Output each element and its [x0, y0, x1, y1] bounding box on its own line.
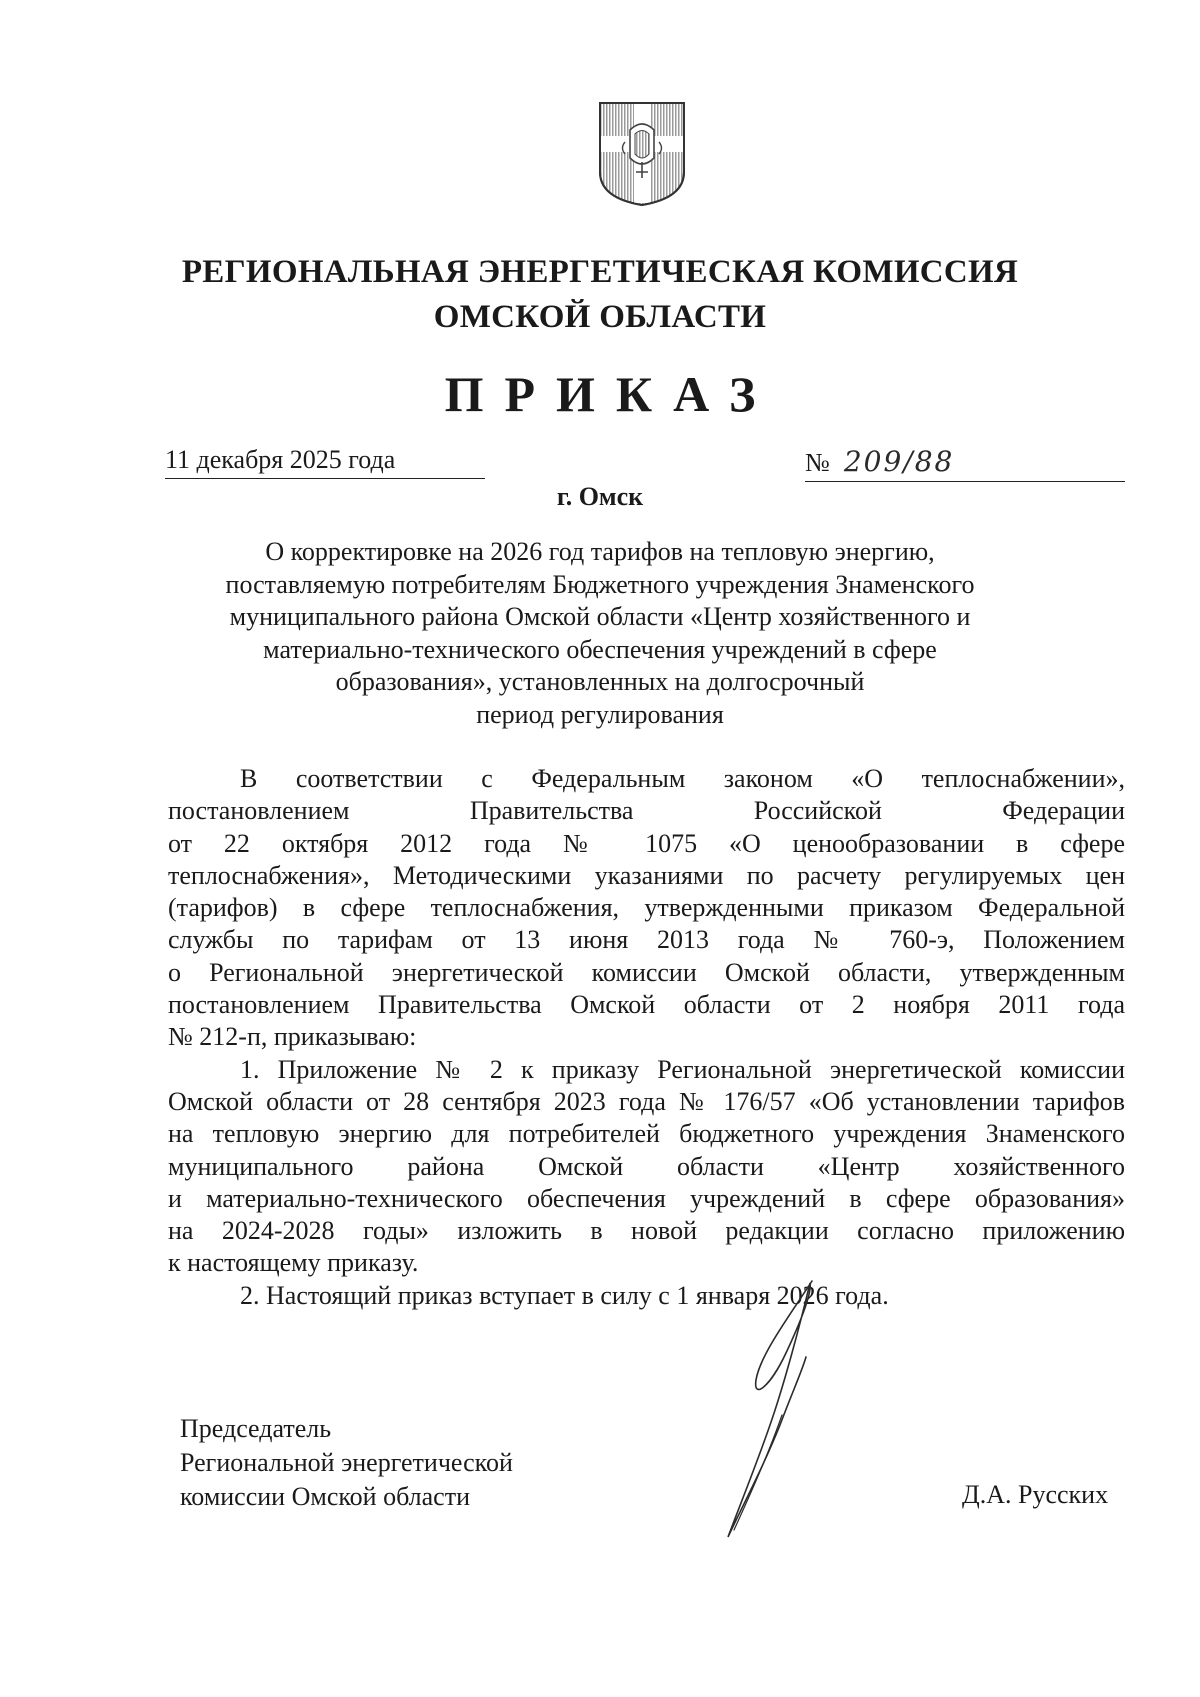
number-prefix: №: [805, 448, 830, 477]
body-line: к настоящему приказу.: [168, 1248, 419, 1278]
subject-line: период регулирования: [476, 699, 724, 729]
body-line: о Региональной энергетической комиссии Омской области, утвержденным: [168, 957, 1125, 987]
body-line: теплоснабжения», Методическими указаниями по расчету регулируемых цен: [168, 860, 1125, 890]
subject-line: поставляемую потребителям Бюджетного учреждения Знаменского: [225, 569, 975, 599]
number-handwritten: 209/88: [843, 445, 955, 478]
signatory-title-line: Региональной энергетической: [180, 1448, 513, 1477]
body-line: на тепловую энергию для потребителей бюджетного учреждения Знаменского: [168, 1119, 1125, 1149]
body-line: В соответствии с Федеральным законом «О теплоснабжении»,: [240, 764, 1125, 793]
signatory-title: [180, 1412, 513, 1514]
document-body: [168, 763, 1125, 1312]
subject-line: материально-технического обеспечения учреждений в сфере: [263, 634, 937, 664]
body-line: № 212-п, приказываю:: [168, 1022, 417, 1052]
signatory-name: Д.А. Русских: [962, 1480, 1109, 1509]
document-type-heading: ПРИКАЗ: [444, 366, 777, 422]
subject-line: муниципального района Омской области «Центр хозяйственного и: [229, 602, 971, 631]
handwritten-signature-icon: [720, 1275, 870, 1545]
body-line: постановлением Правительства Омской области от 2 ноября 2011 года: [168, 990, 1125, 1020]
document-subject: [160, 536, 1040, 731]
body-line: Омской области от 28 сентября 2023 года № 176/57 «Об установлении тарифов: [168, 1086, 1125, 1116]
document-number: [805, 445, 1125, 482]
body-line: службы по тарифам от 13 июня 2013 года № 760-э, Положением: [168, 925, 1125, 955]
body-line: муниципального района Омской области «Центр хозяйственного: [168, 1151, 1125, 1181]
subject-line: образования», установленных на долгосрочный: [335, 667, 865, 696]
organization-name-line2: ОМСКОЙ ОБЛАСТИ: [433, 299, 767, 335]
subject-line: О корректировке на 2026 год тарифов на тепловую энергию,: [265, 537, 935, 566]
body-line: 1. Приложение № 2 к приказу Региональной энергетической комиссии: [240, 1054, 1125, 1084]
city-name: г. Омск: [556, 482, 644, 511]
body-line: 2. Настоящий приказ вступает в силу с 1 января 2026 года.: [240, 1280, 889, 1310]
body-line: (тарифов) в сфере теплоснабжения, утвержденными приказом Федеральной: [168, 893, 1125, 923]
body-line: на 2024-2028 годы» изложить в новой редакции согласно приложению: [168, 1216, 1125, 1246]
signatory-title-line: Председатель: [180, 1414, 332, 1443]
signatory-title-line: комиссии Омской области: [180, 1482, 470, 1511]
organization-name-line1: РЕГИОНАЛЬНАЯ ЭНЕРГЕТИЧЕСКАЯ КОМИССИЯ: [181, 254, 1019, 290]
date-text: 11 декабря 2025 года: [165, 445, 396, 474]
body-line: постановлением Правительства Российской Федерации: [168, 796, 1125, 826]
coat-of-arms-icon: [597, 100, 687, 208]
body-line: и материально-технического обеспечения учреждений в сфере образования»: [168, 1183, 1125, 1213]
body-line: от 22 октября 2012 года № 1075 «О ценообразовании в сфере: [168, 828, 1125, 858]
document-date: [165, 445, 485, 479]
